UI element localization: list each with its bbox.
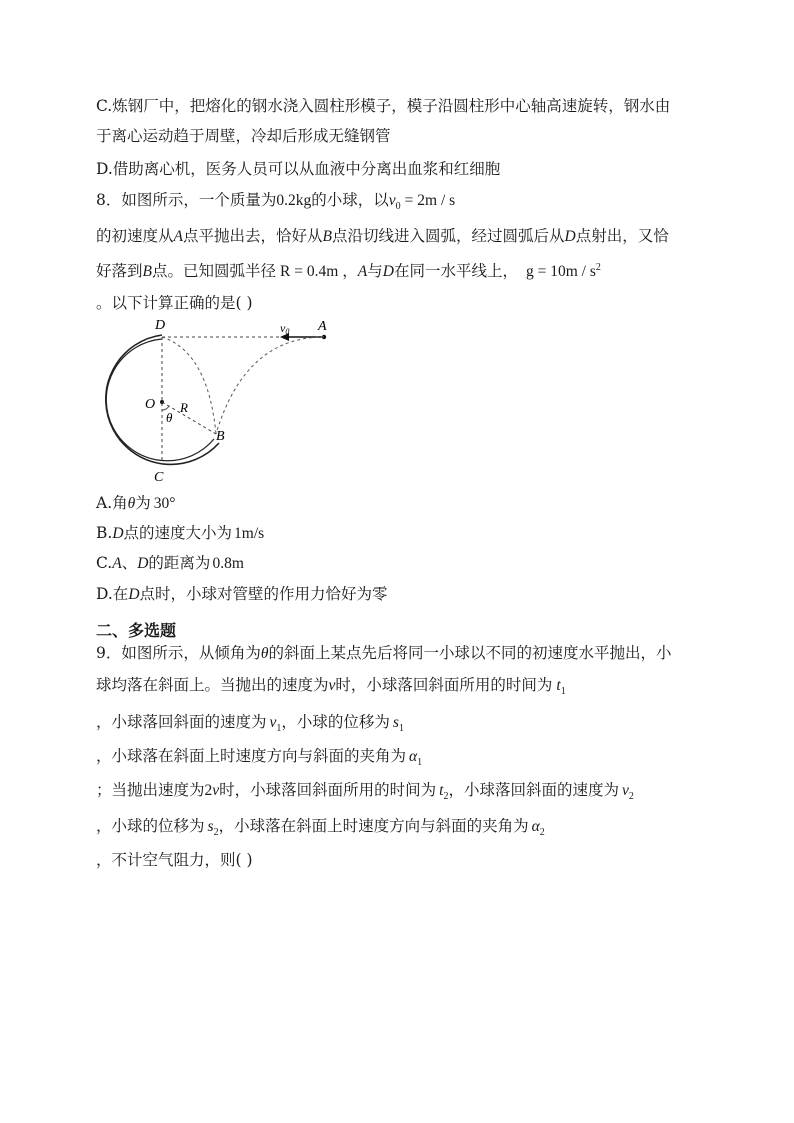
q8-figure [90, 312, 340, 488]
q8-stem-line3: 好落到B点。已知圆弧半径 R = 0.4m ，A与D在同一水平线上， $g = 10m / s^2$ [96, 262, 601, 281]
q9-stem-line3: ，小球落回斜面的速度为 $v_1$，小球的位移为 $s_1$ [96, 713, 404, 735]
q7-option-c-line1: C.炼钢厂中，把熔化的钢水浇入圆柱形模子，模子沿圆柱形中心轴高速旋转，钢水由 [96, 97, 671, 115]
q8-stem-line4: 。以下计算正确的是( ) [96, 294, 253, 312]
label-theta: θ [166, 410, 173, 425]
label-c: C [154, 470, 164, 485]
q9-stem-line1: 9．如图所示，从倾角为θ的斜面上某点先后将同一小球以不同的初速度水平抛出，小 [96, 644, 672, 662]
q9-stem-line7: ，不计空气阻力，则( ) [96, 851, 253, 869]
label-v0: v0 [280, 321, 290, 336]
q7-option-d: D.借助离心机，医务人员可以从血液中分离出血浆和红细胞 [96, 160, 501, 178]
q9-stem-line6: ，小球的位移为 $s_2$，小球落在斜面上时速度方向与斜面的夹角为 $\alpha_2$ [96, 817, 545, 839]
q9-stem-line5: ；当抛出速度为2v时，小球落回斜面所用的时间为 $t_2$，小球落回斜面的速度为 $v_2$ [96, 781, 634, 803]
q8-stem-line2: 的初速度从A点平抛出去，恰好从B点沿切线进入圆弧，经过圆弧后从D点射出，又恰 [96, 227, 669, 245]
label-o: O [145, 397, 156, 412]
q7-option-c-line2: 于离心运动趋于周壁，冷却后形成无缝钢管 [96, 127, 391, 145]
label-r: R [180, 400, 188, 415]
trajectory-a-to-b [216, 337, 324, 434]
q8-option-d: D.在D点时，小球对管壁的作用力恰好为零 [96, 585, 388, 603]
q9-stem-line2: 球均落在斜面上。当抛出的速度为v时，小球落回斜面所用的时间为 $t_1$ [96, 676, 566, 698]
q8-option-b: B.D点的速度大小为 1m/s [96, 524, 265, 542]
label-b: B [216, 429, 225, 444]
q8-option-a: A.角θ为 30° [96, 494, 176, 512]
q8-stem-line1: 8．如图所示，一个质量为0.2kg的小球，以$v_0 = 2m / s$ [96, 191, 456, 213]
q9-stem-line4: ，小球落在斜面上时速度方向与斜面的夹角为 $\alpha_1$ [96, 747, 423, 769]
section-heading-multi-choice: 二、多选题 [96, 621, 177, 640]
label-a: A [318, 319, 327, 334]
label-d: D [155, 318, 166, 333]
q8-option-c: C.A、D的距离为 0.8m [96, 554, 244, 572]
